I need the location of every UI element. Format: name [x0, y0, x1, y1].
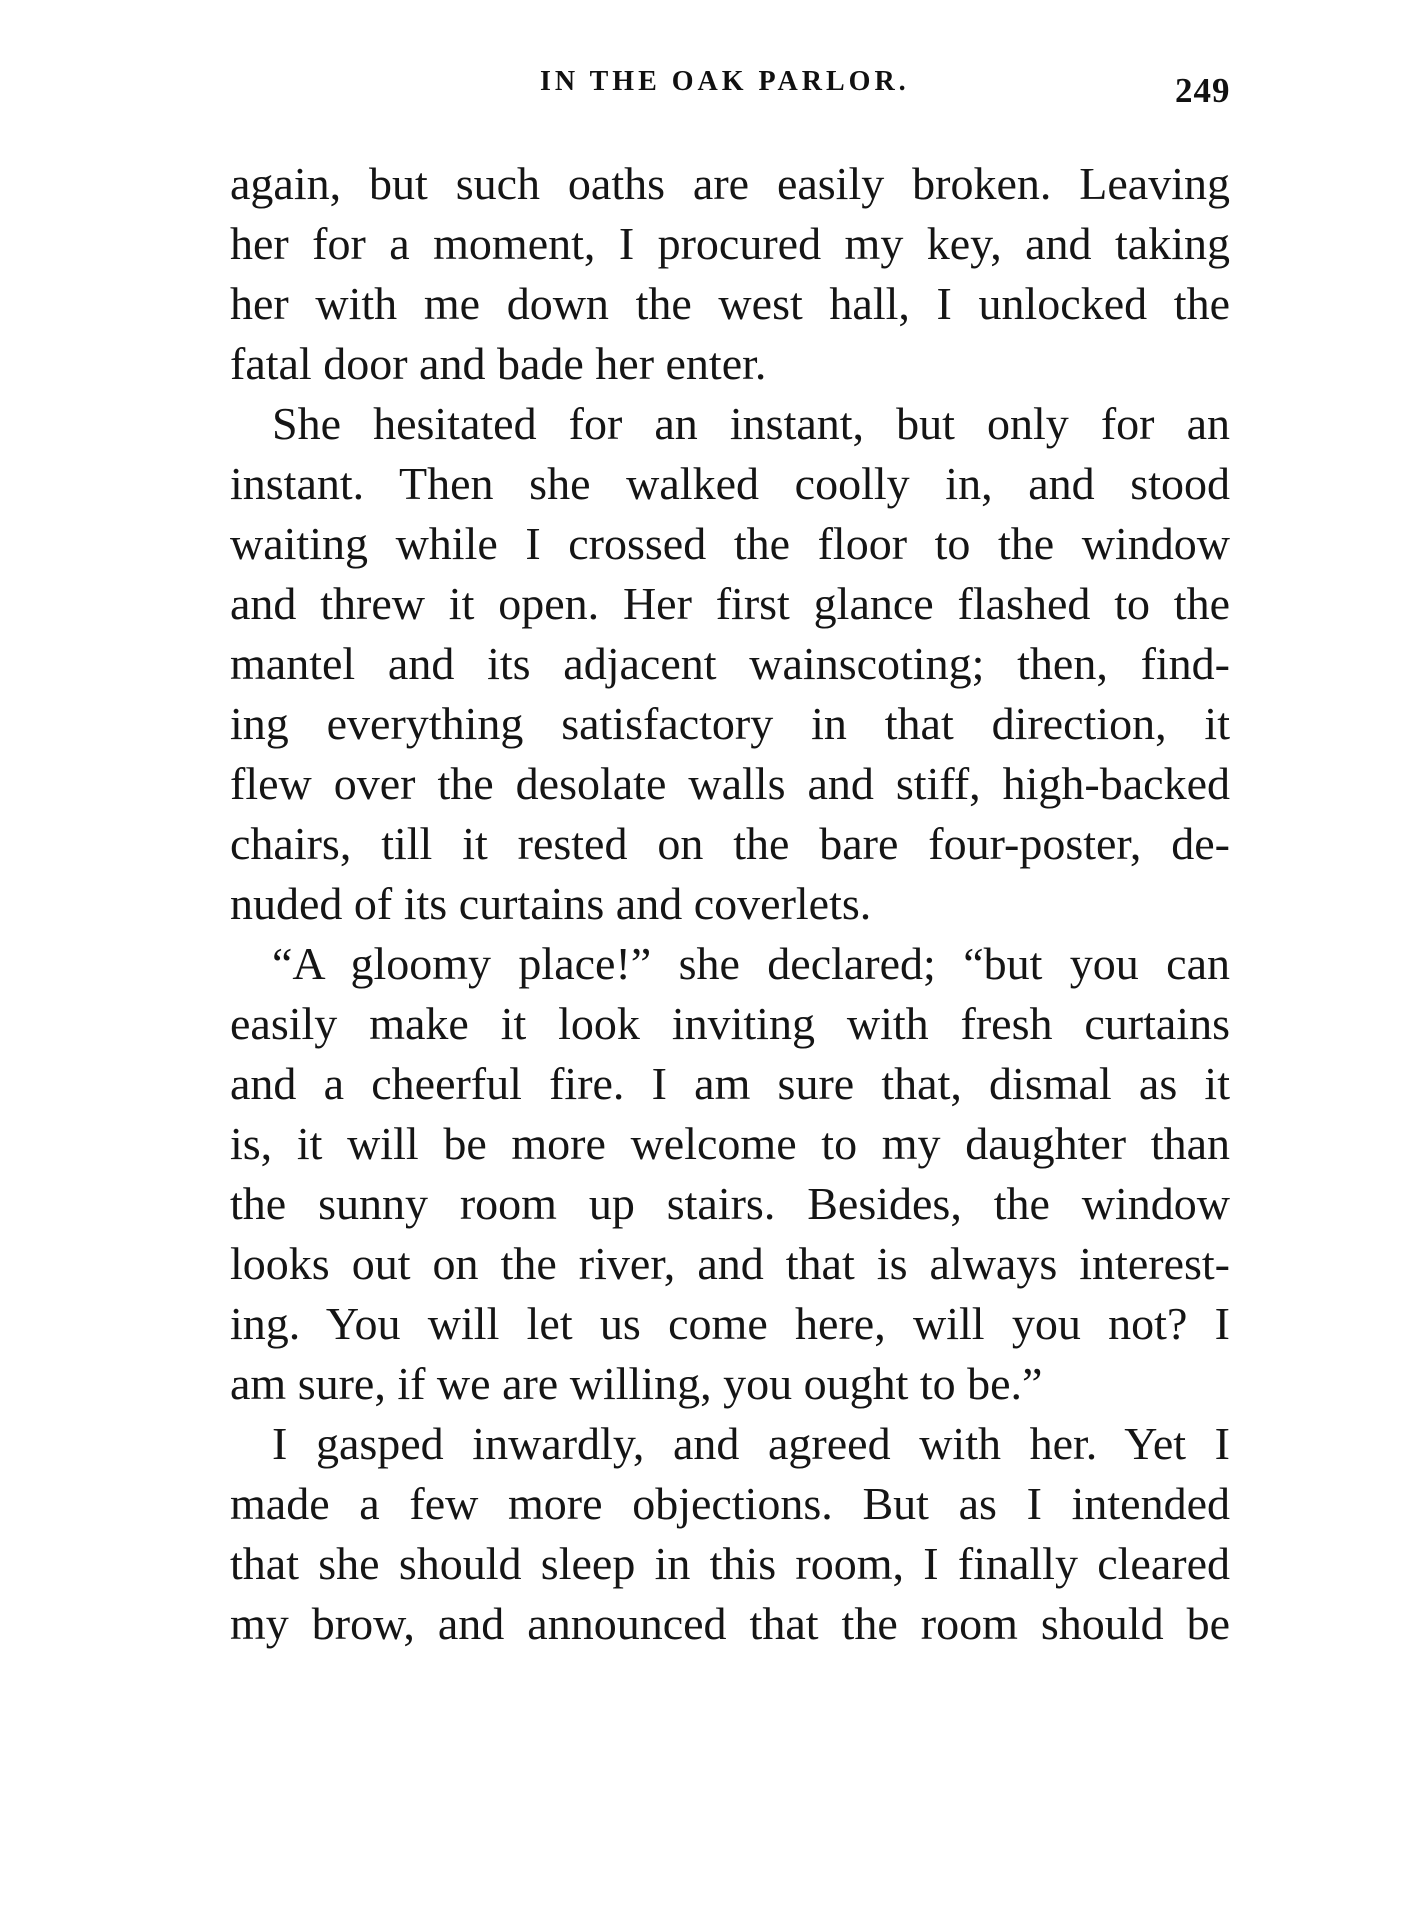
text-line: is, it will be more welcome to my daughter than: [230, 1118, 1230, 1169]
text-line: the sunny room up stairs. Besides, the window: [230, 1178, 1230, 1229]
text-line: my brow, and announced that the room should be: [230, 1598, 1230, 1649]
paragraph-1: [230, 154, 1230, 394]
text-line: waiting while I crossed the floor to the window: [230, 518, 1230, 569]
text-line: flew over the desolate walls and stiff, high-backed: [230, 758, 1230, 809]
text-line: easily make it look inviting with fresh curtains: [230, 998, 1230, 1049]
text-line: chairs, till it rested on the bare four-poster, de-: [230, 818, 1230, 869]
page-number: 249: [1175, 71, 1231, 110]
text-line: mantel and its adjacent wainscoting; then, find-: [230, 638, 1230, 689]
text-line: her with me down the west hall, I unlocked the: [230, 278, 1230, 329]
paragraph-4: [230, 1414, 1230, 1654]
text-line: ing. You will let us come here, will you not? I: [230, 1298, 1230, 1349]
text-line: and threw it open. Her first glance flashed to the: [230, 578, 1230, 629]
text-line: her for a moment, I procured my key, and taking: [230, 218, 1230, 269]
text-line: fatal door and bade her enter.: [230, 338, 767, 389]
text-line: again, but such oaths are easily broken. Leaving: [230, 158, 1230, 209]
text-line: “A gloomy place!” she declared; “but you can: [272, 938, 1230, 989]
text-line: that she should sleep in this room, I finally cleared: [230, 1538, 1230, 1589]
text-line: am sure, if we are willing, you ought to be.”: [230, 1358, 1043, 1409]
text-line: instant. Then she walked coolly in, and stood: [230, 458, 1230, 509]
paragraph-2: [230, 394, 1230, 934]
text-line: ing everything satisfactory in that direction, it: [230, 698, 1230, 749]
text-line: I gasped inwardly, and agreed with her. Yet I: [272, 1418, 1230, 1469]
text-line: She hesitated for an instant, but only for an: [272, 398, 1230, 449]
text-line: nuded of its curtains and coverlets.: [230, 878, 872, 929]
text-line: and a cheerful fire. I am sure that, dismal as it: [230, 1058, 1230, 1109]
running-head-title: IN THE OAK PARLOR.: [540, 66, 910, 97]
text-line: made a few more objections. But as I intended: [230, 1478, 1230, 1529]
text-line: looks out on the river, and that is always interest-: [230, 1238, 1230, 1289]
body-text: [230, 154, 1230, 1654]
paragraph-3: [230, 934, 1230, 1414]
